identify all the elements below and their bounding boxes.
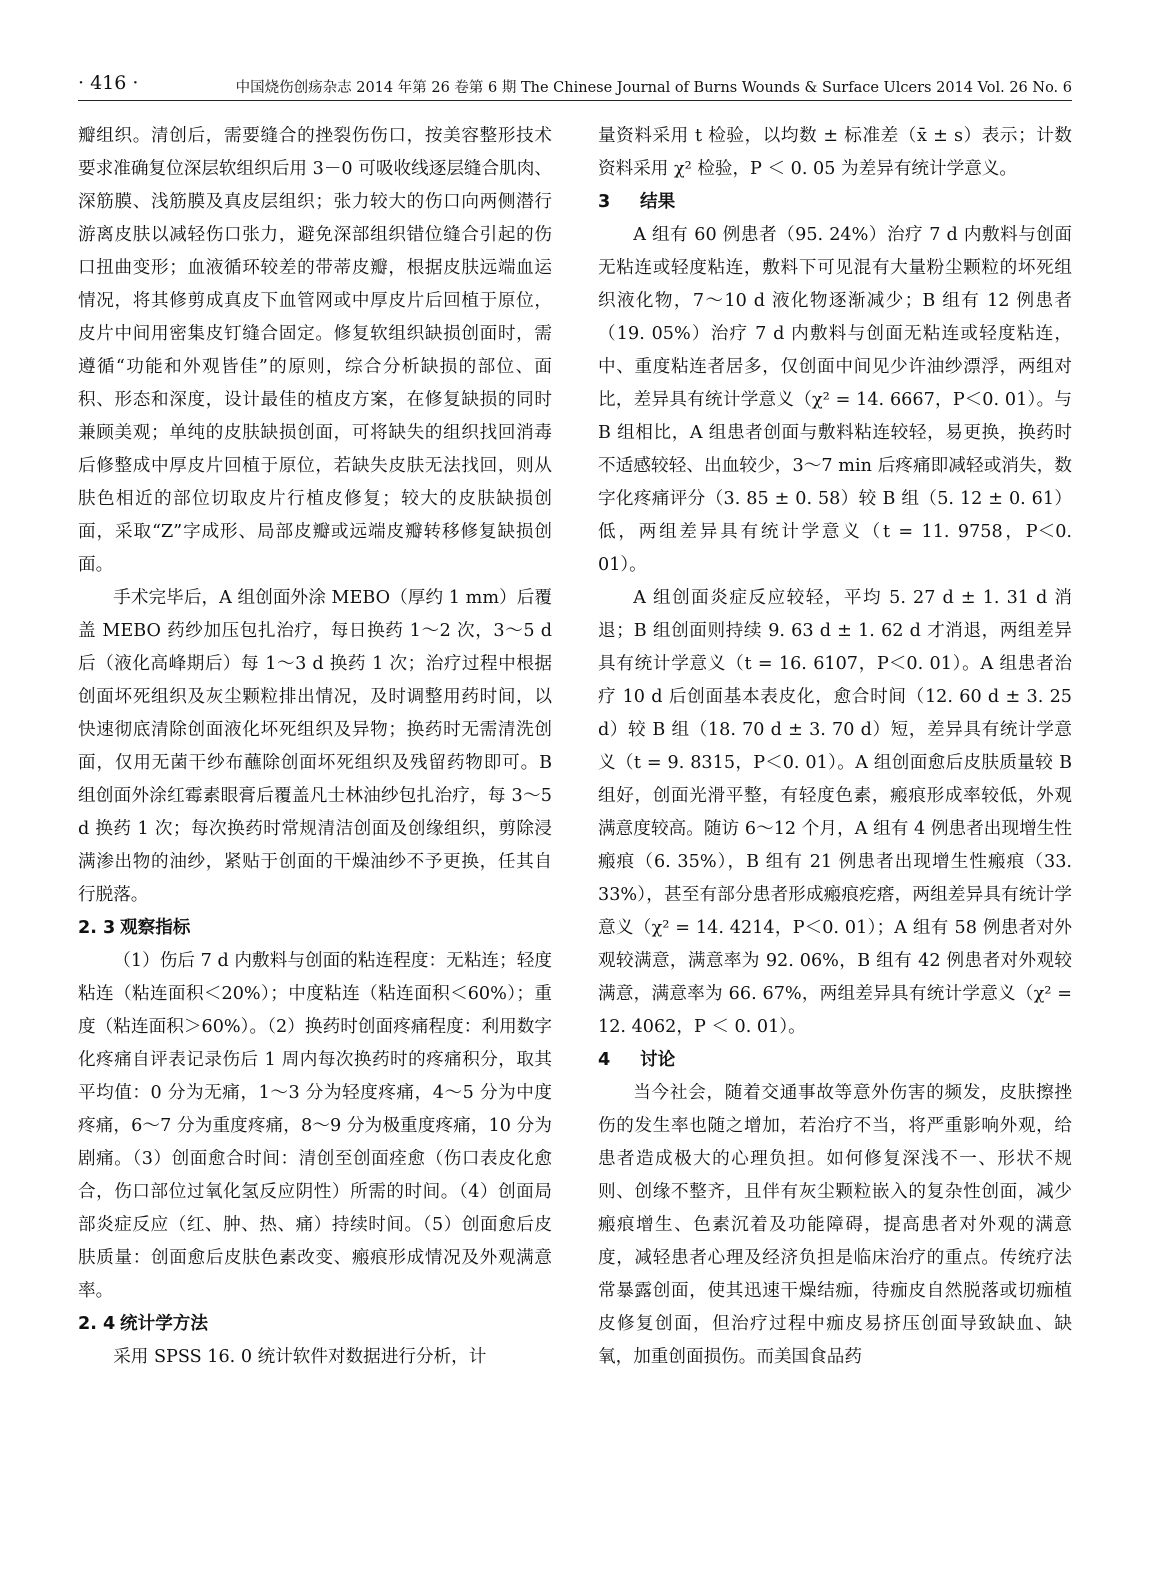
section-number: 2. 4 — [78, 1314, 116, 1334]
section-number: 2. 3 — [78, 918, 116, 938]
section-title: 统计学方法 — [120, 1314, 208, 1334]
paragraph-results-healing: A 组创面炎症反应较轻，平均 5. 27 d ± 1. 31 d 消退；B 组创面则持续 9. 63 d ± 1. 62 d 才消退，两组差异具有统计学意义（t = 16. 6107，P＜0. 01）。A 组患者治疗 10 d 后创面基本表皮化，愈合时间（12. 60 d ± 3. 25 d）较 B 组（18. 70 d ± 3. 70 d）短，差异具有统计学意义（t = 9. 8315，P＜0. 01）。A 组创面愈后皮肤质量较 B 组好，创面光滑平整，有轻度色素，瘢痕形成率较低，外观满意度较高。随访 6～12 个月，A 组有 4 例患者出现增生性瘢痕（6. 35%），B 组有 21 例患者出现增生性瘢痕（33. 33%），甚至有部分患者形成瘢痕疙瘩，两组差异具有统计学意义（χ² = 14. 4214，P＜0. 01）；A 组有 58 例患者对外观较满意，满意率为 92. 06%，B 组有 42 例患者对外观较满意，满意率为 66. 67%，两组差异具有统计学意义（χ² = 12. 4062，P ＜ 0. 01）。 — [598, 588, 1072, 1037]
section-heading-2-3 — [78, 912, 552, 945]
page-number: · 416 · — [78, 72, 139, 94]
section-heading-2-4 — [78, 1308, 552, 1341]
section-heading-3 — [598, 186, 1072, 219]
paragraph-statistics: 采用 SPSS 16. 0 统计软件对数据进行分析，计 — [113, 1347, 487, 1367]
paragraph-results-adhesion-pain: A 组有 60 例患者（95. 24%）治疗 7 d 内敷料与创面无粘连或轻度粘连，敷料下可见混有大量粉尘颗粒的坏死组织液化物，7～10 d 液化物逐渐减少；B 组有 12 例患者（19. 05%）治疗 7 d 内敷料与创面无粘连或轻度粘连，中、重度粘连者居多，仅创面中间见少许油纱漂浮，两组对比，差异具有统计学意义（χ² = 14. 6667，P＜0. 01）。与 B 组相比，A 组患者创面与敷料粘连较轻，易更换，换药时不适感较轻、出血较少，3～7 min 后疼痛即减轻或消失，数字化疼痛评分（3. 85 ± 0. 58）较 B 组（5. 12 ± 0. 61）低，两组差异具有统计学意义（t = 11. 9758，P＜0. 01）。 — [598, 225, 1072, 575]
header-rule — [78, 100, 1072, 101]
page-header — [78, 70, 1072, 102]
right-column — [598, 120, 1072, 1570]
section-title: 讨论 — [640, 1050, 676, 1070]
left-column — [78, 120, 552, 1570]
paragraph-debridement: 瓣组织。清创后，需要缝合的挫裂伤伤口，按美容整形技术要求准确复位深层软组织后用 3－0 可吸收线逐层缝合肌肉、深筋膜、浅筋膜及真皮层组织；张力较大的伤口向两侧潜行游离皮肤以减轻伤口张力，避免深部组织错位缝合引起的伤口扭曲变形；血液循环较差的带蒂皮瓣，根据皮肤远端血运情况，将其修剪成真皮下血管网或中厚皮片后回植于原位，皮片中间用密集皮钉缝合固定。修复软组织缺损创面时，需遵循“功能和外观皆佳”的原则，综合分析缺损的部位、面积、形态和深度，设计最佳的植皮方案，在修复缺损的同时兼顾美观；单纯的皮肤缺损创面，可将缺失的组织找回消毒后修整成中厚皮片回植于原位，若缺失皮肤无法找回，则从肤色相近的部位切取皮片行植皮修复；较大的皮肤缺损创面，采取“Z”字成形、局部皮瓣或远端皮瓣转移修复缺损创面。 — [78, 126, 552, 575]
section-title: 观察指标 — [120, 918, 191, 938]
paragraph-observation-indices: （1）伤后 7 d 内敷料与创面的粘连程度：无粘连；轻度粘连（粘连面积＜20%）；中度粘连（粘连面积＜60%）；重度（粘连面积＞60%）。（2）换药时创面疼痛程度：利用数字化疼痛自评表记录伤后 1 周内每次换药时的疼痛积分，取其平均值：0 分为无痛，1～3 分为轻度疼痛，4～5 分为中度疼痛，6～7 分为重度疼痛，8～9 分为极重度疼痛，10 分为剧痛。（3）创面愈合时间：清创至创面痊愈（伤口表皮化愈合，伤口部位过氧化氢反应阴性）所需的时间。（4）创面局部炎症反应（红、肿、热、痛）持续时间。（5）创面愈后皮肤质量：创面愈后皮肤色素改变、瘢痕形成情况及外观满意率。 — [78, 951, 552, 1301]
paragraph-postoperative-treatment: 手术完毕后，A 组创面外涂 MEBO（厚约 1 mm）后覆盖 MEBO 药纱加压包扎治疗，每日换药 1～2 次，3～5 d 后（液化高峰期后）每 1～3 d 换药 1 次；治疗过程中根据创面坏死组织及灰尘颗粒排出情况，及时调整用药时间，以快速彻底清除创面液化坏死组织及异物；换药时无需清洗创面，仅用无菌干纱布蘸除创面坏死组织及残留药物即可。B 组创面外涂红霉素眼膏后覆盖凡士林油纱包扎治疗，每 3～5 d 换药 1 次；每次换药时常规清洁创面及创缘组织，剪除浸满渗出物的油纱，紧贴于创面的干燥油纱不予更换，任其自行脱落。 — [78, 588, 552, 905]
section-heading-4 — [598, 1044, 1072, 1077]
paragraph-discussion: 当今社会，随着交通事故等意外伤害的频发，皮肤擦挫伤的发生率也随之增加，若治疗不当，将严重影响外观，给患者造成极大的心理负担。如何修复深浅不一、形状不规则、创缘不整齐，且伴有灰尘颗粒嵌入的复杂性创面，减少瘢痕增生、色素沉着及功能障碍，提高患者对外观的满意度，减轻患者心理及经济负担是临床治疗的重点。传统疗法常暴露创面，使其迅速干燥结痂，待痂皮自然脱落或切痂植皮修复创面，但治疗过程中痂皮易挤压创面导致缺血、缺氧，加重创面损伤。而美国食品药 — [598, 1083, 1072, 1367]
running-title: 中国烧伤创疡杂志 2014 年第 26 卷第 6 期 The Chinese Journal of Burns Wounds & Surface Ulcers 2014 Vol. 26 No. 6 — [235, 80, 1072, 96]
section-number: 3 — [598, 192, 611, 212]
paragraph-statistics-continued: 量资料采用 t 检验，以均数 ± 标准差（x̄ ± s）表示；计数资料采用 χ² 检验，P ＜ 0. 05 为差异有统计学意义。 — [598, 126, 1072, 179]
section-title: 结果 — [640, 192, 676, 212]
section-number: 4 — [598, 1050, 611, 1070]
